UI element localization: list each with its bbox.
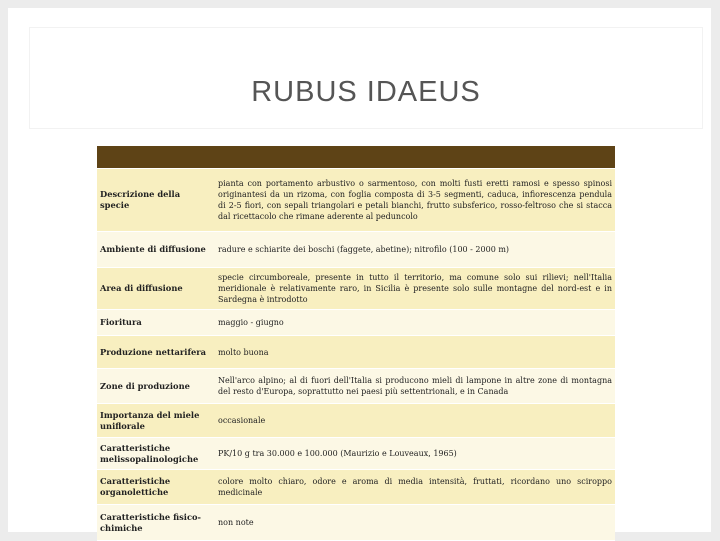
row-label: Caratteristiche fisico-chimiche <box>97 505 215 541</box>
row-value: pianta con portamento arbustivo o sarmentoso, con molti fusti eretti ramosi e spesso spinosi originantesi da un rizoma, con foglia composta di 3-5 segmenti, caduca, infiorescenza pendula di 2-5 fiori, con sepali triangolari e petali bianchi, frutto subsferico, rosso-feltroso che si stacca dal ricettacolo che rimane aderente al peduncolo <box>215 169 615 232</box>
table-row <box>97 232 615 268</box>
row-value: specie circumboreale, presente in tutto il territorio, ma comune solo sui rilievi; nell'Italia meridionale è relativamente raro, in Sicilia è presente solo sulle montagne del nord-est e in Sardegna è introdotto <box>215 268 615 310</box>
slide <box>8 8 711 532</box>
row-value: molto buona <box>215 336 615 369</box>
row-label: Produzione nettarifera <box>97 336 215 369</box>
row-label: Caratteristiche melissopalinologiche <box>97 438 215 470</box>
row-value: colore molto chiaro, odore e aroma di media intensità, fruttati, ricordano uno sciroppo medicinale <box>215 470 615 505</box>
row-label: Area di diffusione <box>97 268 215 310</box>
table-header-row <box>97 146 615 169</box>
row-value: occasionale <box>215 404 615 438</box>
row-value: PK/10 g tra 30.000 e 100.000 (Maurizio e Louveaux, 1965) <box>215 438 615 470</box>
table-row <box>97 505 615 541</box>
table-row <box>97 310 615 336</box>
row-label: Zone di produzione <box>97 369 215 404</box>
row-label: Ambiente di diffusione <box>97 232 215 268</box>
table-row <box>97 438 615 470</box>
row-value: Nell'arco alpino; al di fuori dell'Italia si producono mieli di lampone in altre zone di montagna del resto d'Europa, soprattutto nei paesi più settentrionali, e in Canada <box>215 369 615 404</box>
title-box <box>30 28 702 128</box>
table-row <box>97 268 615 310</box>
row-label: Fioritura <box>97 310 215 336</box>
row-label: Descrizione della specie <box>97 169 215 232</box>
slide-title: RUBUS IDAEUS <box>251 76 481 108</box>
row-label: Importanza del miele uniflorale <box>97 404 215 438</box>
table-row <box>97 470 615 505</box>
table-header <box>97 146 615 169</box>
table-row <box>97 336 615 369</box>
row-value: maggio - giugno <box>215 310 615 336</box>
row-value: radure e schiarite dei boschi (faggete, abetine); nitrofilo (100 - 2000 m) <box>215 232 615 268</box>
row-label: Caratteristiche organolettiche <box>97 470 215 505</box>
table-row <box>97 404 615 438</box>
table-row <box>97 369 615 404</box>
table-row <box>97 169 615 232</box>
species-table <box>97 146 615 541</box>
row-value: non note <box>215 505 615 541</box>
